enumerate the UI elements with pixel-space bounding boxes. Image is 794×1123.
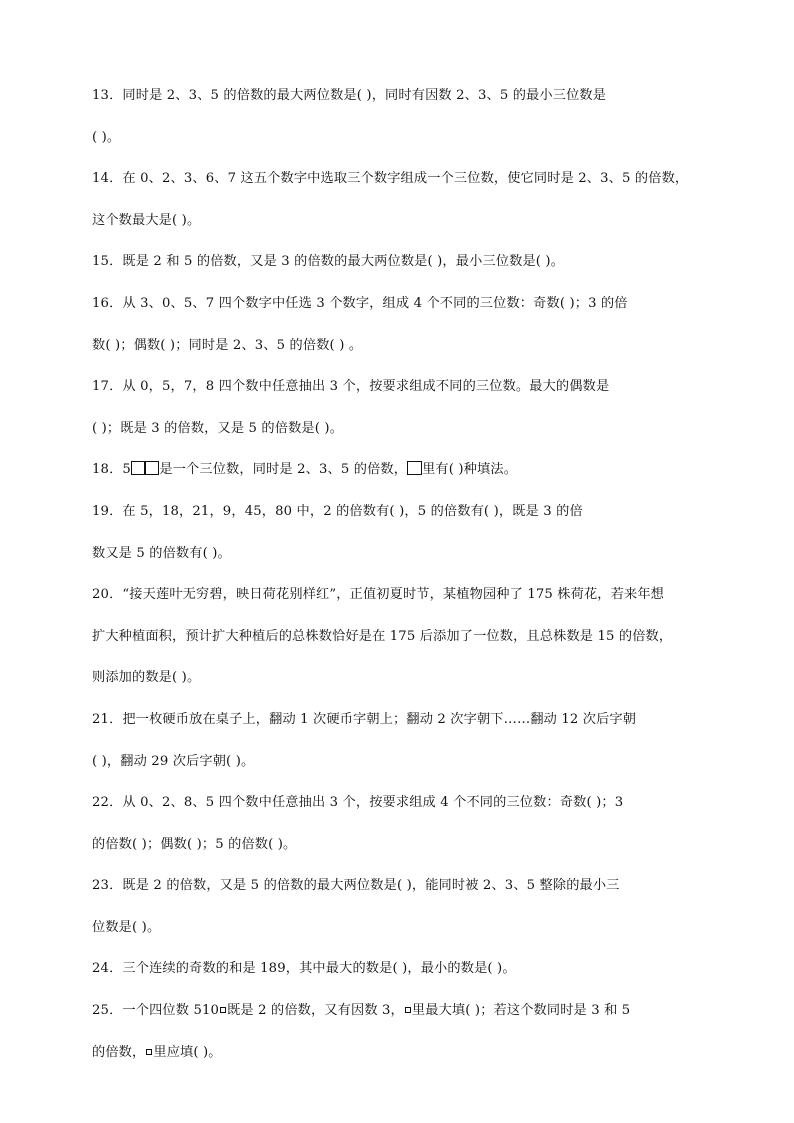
small-box-icon	[220, 1007, 226, 1013]
q25-text-b: 既是 2 的倍数，又有因数 3，	[227, 1003, 404, 1019]
q13-line-2: ( )。	[92, 129, 121, 145]
q25-line-1	[92, 1001, 722, 1021]
q25-line-2	[92, 1043, 722, 1063]
q17-line-1: 17．从 0，5，7，8 四个数中任意抽出 3 个，按要求组成不同的三位数。最大的偶数是	[92, 379, 610, 395]
q22-line-1: 22．从 0、2、8、5 四个数中任意抽出 3 个，按要求组成 4 个不同的三位数：奇数( )；3	[92, 795, 624, 811]
q13-line-1: 13．同时是 2、3、5 的倍数的最大两位数是( )，同时有因数 2、3、5 的最小三位数是	[92, 88, 607, 103]
small-box-icon	[146, 1049, 152, 1055]
q25-text-c: 里最大填( )；若这个数同时是 3 和 5	[411, 1003, 631, 1019]
q21-line-1: 21．把一枚硬币放在桌子上，翻动 1 次硬币字朝上；翻动 2 次字朝下……翻动 12 次后字朝	[92, 711, 637, 727]
q16-line-1: 16．从 3、0、5、7 四个数字中任选 3 个数字，组成 4 个不同的三位数：奇数( )；3 的倍	[92, 295, 628, 311]
q18-text: 是一个三位数，同时是 2、3、5 的倍数，	[159, 462, 408, 478]
q20-line-3: 则添加的数是( )。	[92, 670, 201, 686]
q15-line-1: 15．既是 2 和 5 的倍数，又是 3 的倍数的最大两位数是( )，最小三位数是( )。	[92, 254, 565, 270]
q18-prefix: 18．5	[92, 462, 131, 478]
q18-line-1	[92, 460, 722, 480]
q23-line-1: 23．既是 2 的倍数，又是 5 的倍数的最大两位数是( )，能同时被 2、3、5 整除的最小三	[92, 878, 620, 894]
q16-line-2: 数( )；偶数( )；同时是 2、3、5 的倍数( ) 。	[92, 337, 363, 353]
q14-line-1: 14．在 0、2、3、6、7 这五个数字中选取三个数字组成一个三位数，使它同时是 2、3、5 的倍数，	[92, 171, 689, 187]
worksheet	[92, 86, 722, 1084]
q25-text-a: 25．一个四位数 510	[92, 1003, 220, 1019]
q23-line-2: 位数是( )。	[92, 919, 161, 935]
q19-line-1: 19．在 5，18，21，9，45，80 中，2 的倍数有( )，5 的倍数有( )，既是 3 的倍	[92, 503, 583, 519]
small-box-icon	[405, 1007, 411, 1013]
q25-text-e: 里应填( )。	[153, 1044, 222, 1060]
q21-line-2: ( )，翻动 29 次后字朝( )。	[92, 753, 255, 769]
q18-text-2: 里有( )种填法。	[422, 462, 518, 478]
q17-line-2: ( )；既是 3 的倍数，又是 5 的倍数是( )。	[92, 420, 344, 436]
q25-text-d: 的倍数，	[92, 1044, 146, 1060]
q14-line-2: 这个数最大是( )。	[92, 212, 201, 228]
q24-line-1: 24．三个连续的奇数的和是 189，其中最大的数是( )，最小的数是( )。	[92, 961, 516, 977]
q19-line-2: 数又是 5 的倍数有( )。	[92, 545, 231, 561]
blank-box-icon	[407, 461, 422, 475]
q20-line-1: 20．“接天莲叶无穷碧，映日荷花别样红”，正值初夏时节，某植物园种了 175 株荷花，若来年想	[92, 587, 664, 603]
q20-line-2: 扩大种植面积，预计扩大种植后的总株数恰好是在 175 后添加了一位数，且总株数是 15 的倍数，	[92, 628, 673, 644]
q22-line-2: 的倍数( )；偶数( )；5 的倍数( )。	[92, 836, 297, 852]
blank-box-icon	[144, 461, 159, 475]
